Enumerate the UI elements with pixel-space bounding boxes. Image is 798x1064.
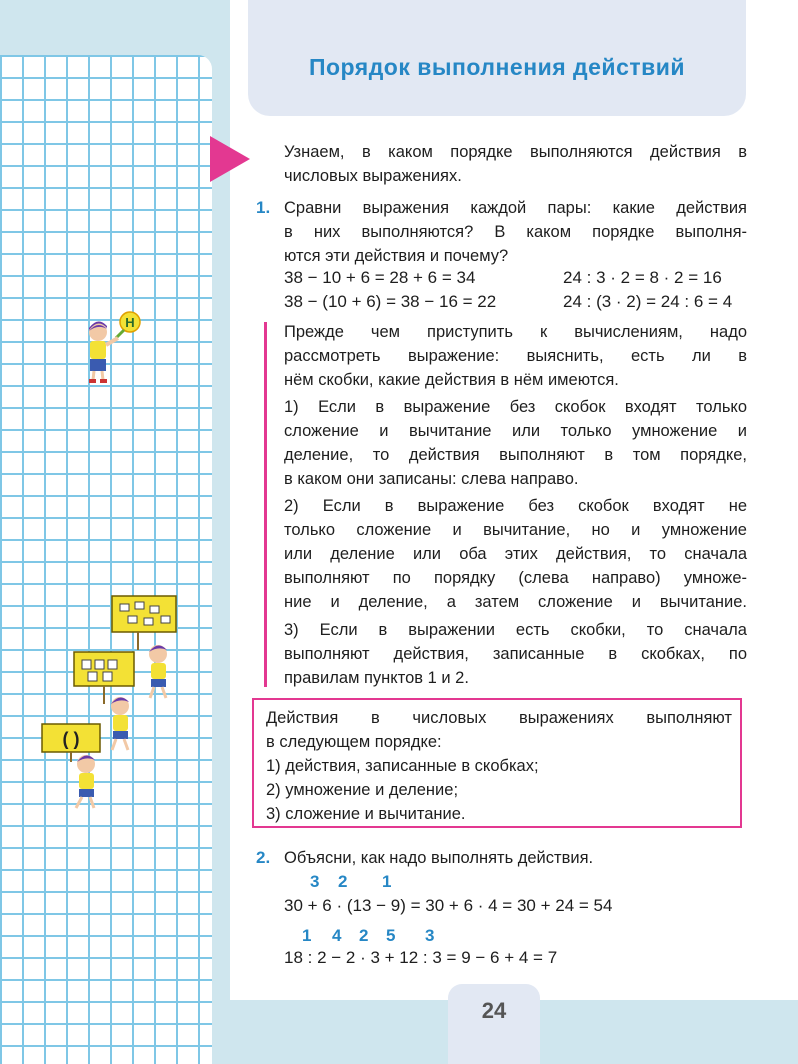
rule-line-5: 3) сложение и вычитание. — [266, 805, 466, 823]
order-marks-2 — [0, 926, 798, 948]
task-2-number: 2. — [256, 848, 271, 867]
intro-line-2: числовых выражениях. — [284, 167, 462, 185]
order-mark: 3 — [310, 872, 320, 891]
order-mark: 2 — [359, 926, 369, 945]
order-mark: 5 — [386, 926, 396, 945]
explanation-line-3: нём скобки, какие действия в нём имеются. — [284, 371, 619, 389]
explanation-line-1: Прежде чем приступить к вычислениям, надо — [284, 323, 747, 341]
explanation-side-bar — [264, 322, 267, 687]
rule-line-1: Действия в числовых выражениях выполняют — [266, 709, 732, 727]
order-mark: 1 — [302, 926, 312, 945]
order-marks-1 — [0, 872, 798, 894]
intro-line-1: Узнаем, в каком порядке выполняются действия в — [284, 143, 747, 161]
point-2-line-3: или деление или оба этих действия, то сначала — [284, 545, 747, 563]
point-2-line-4: выполняют по порядку (слева направо) умноже- — [284, 569, 747, 587]
sign-parens-label: ( ) — [62, 729, 80, 749]
task-2-expression-1: 30 + 6 · (13 − 9) = 30 + 6 · 4 = 30 + 24 = 54 — [284, 896, 613, 915]
explanation-line-2: рассмотреть выражение: выяснить, есть ли в — [284, 347, 747, 365]
graph-paper-margin — [0, 55, 212, 1064]
point-2-line-2: только сложение и вычитание, но и умножение — [284, 521, 747, 539]
page-number-tab — [448, 984, 540, 1064]
point-3-line-2: выполняют действия, записанные в скобках, по — [284, 645, 747, 663]
kids-with-signs-illustration — [40, 594, 180, 814]
pink-arrow-icon — [210, 136, 250, 182]
task-1-line-3: ются эти действия и почему? — [284, 247, 509, 265]
page-number: 24 — [481, 998, 507, 1023]
task-1-line-1: Сравни выражения каждой пары: какие действия — [284, 199, 747, 217]
rule-line-2: в следующем порядке: — [266, 733, 442, 751]
task-1-number: 1. — [256, 198, 271, 217]
task-2-text: Объясни, как надо выполнять действия. — [284, 849, 594, 867]
helper-badge-letter: Н — [125, 315, 135, 330]
order-mark: 4 — [332, 926, 342, 945]
order-mark: 2 — [338, 872, 348, 891]
rule-line-3: 1) действия, записанные в скобках; — [266, 757, 539, 775]
expression-1a: 38 − 10 + 6 = 28 + 6 = 34 — [284, 268, 476, 287]
point-2-line-5: ние и деление, а затем сложение и вычитание. — [284, 593, 747, 611]
expression-1b: 24 : 3 · 2 = 8 · 2 = 16 — [563, 268, 722, 287]
helper-boy-illustration — [78, 310, 158, 390]
page-title: Порядок выполнения действий — [308, 54, 686, 80]
expression-2b: 24 : (3 · 2) = 24 : 6 = 4 — [563, 292, 733, 311]
order-mark: 3 — [425, 926, 435, 945]
rule-line-4: 2) умножение и деление; — [266, 781, 459, 799]
point-1-line-2: сложение и вычитание или только умножение и — [284, 422, 747, 440]
task-2-expression-2: 18 : 2 − 2 · 3 + 12 : 3 = 9 − 6 + 4 = 7 — [284, 948, 558, 967]
order-mark: 1 — [382, 872, 392, 891]
point-3-line-3: правилам пунктов 1 и 2. — [284, 669, 469, 687]
point-3-line-1: 3) Если в выражении есть скобки, то сначала — [284, 621, 747, 639]
point-2-line-1: 2) Если в выражение без скобок входят не — [284, 497, 747, 515]
expression-2a: 38 − (10 + 6) = 38 − 16 = 22 — [284, 292, 497, 311]
point-1-line-3: деление, то действия выполняют в том порядке, — [284, 446, 747, 464]
point-1-line-1: 1) Если в выражение без скобок входят только — [284, 398, 747, 416]
task-1-line-2: в них выполняются? В каком порядке выполня- — [284, 223, 747, 241]
point-1-line-4: в каком они записаны: слева направо. — [284, 470, 579, 488]
